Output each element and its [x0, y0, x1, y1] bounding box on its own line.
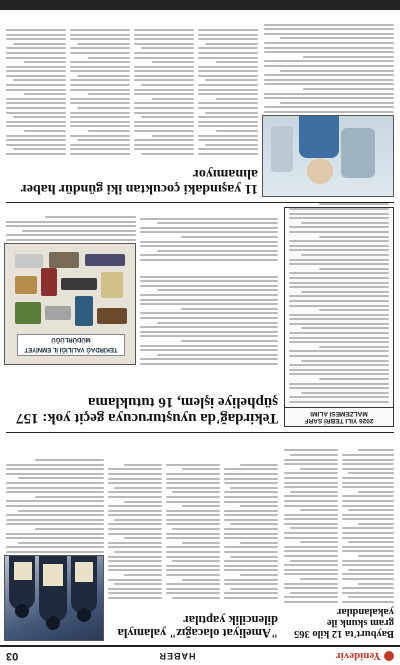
- circle-logo-icon: [384, 651, 394, 661]
- headline-begging: "Ameliyat olacağız" yalanıyla dilencilik yaptılar: [117, 612, 278, 640]
- masthead: [0, 645, 400, 665]
- headline-missing-child: 11 yaşındaki çocuktan iki gündür haber alınamıyor: [20, 166, 258, 196]
- photo-police-officers: [4, 555, 104, 641]
- photo-seized-drugs: [4, 243, 136, 365]
- police-banner: [17, 334, 125, 356]
- skunk-story-col-1: [342, 438, 394, 603]
- begging-story-col-2: [166, 449, 220, 599]
- missing-child-col-1: [198, 15, 258, 155]
- brand-name: Yenidevir: [335, 650, 381, 662]
- police-banner-text: TEKİRDAĞ VALİLİĞİ İL EMNİYET MÜDÜRLÜĞÜ: [24, 336, 118, 352]
- drug-story-left-text: [140, 265, 278, 365]
- drug-story-right-text: [6, 207, 136, 241]
- skunk-story-col-2: [284, 438, 338, 603]
- section-rule-1: [6, 432, 394, 433]
- headline-skunk: Bayburt'ta 12 kilo 365 gram skunk ile yakalandılar: [293, 605, 394, 639]
- page-footer-bar: [0, 0, 400, 10]
- missing-child-col-left: [264, 15, 394, 113]
- missing-child-col-2: [134, 15, 194, 155]
- tender-notice-title: 2026 YILI TEBRİ SARF MALZEMESİ ALIMI: [285, 407, 393, 426]
- drug-story-left-text-2: [140, 207, 278, 261]
- photo-missing-child: [262, 115, 394, 197]
- missing-child-col-3: [70, 15, 130, 155]
- tender-notice-box: [284, 207, 394, 427]
- section-label: HABER: [158, 651, 196, 661]
- page-number: 03: [6, 650, 19, 662]
- missing-child-col-4: [6, 15, 66, 155]
- begging-story-col-4: [6, 449, 104, 553]
- tender-notice-body: [285, 203, 393, 407]
- brand: [336, 650, 394, 662]
- headline-drug-operation: Tekirdağ'da uyuşturucuya geçit yok: 157 şüpheliye işlem, 16 tutuklama: [16, 394, 278, 426]
- begging-story-col-3: [108, 449, 162, 599]
- begging-story-col-1: [224, 449, 278, 599]
- section-rule-2: [6, 202, 394, 203]
